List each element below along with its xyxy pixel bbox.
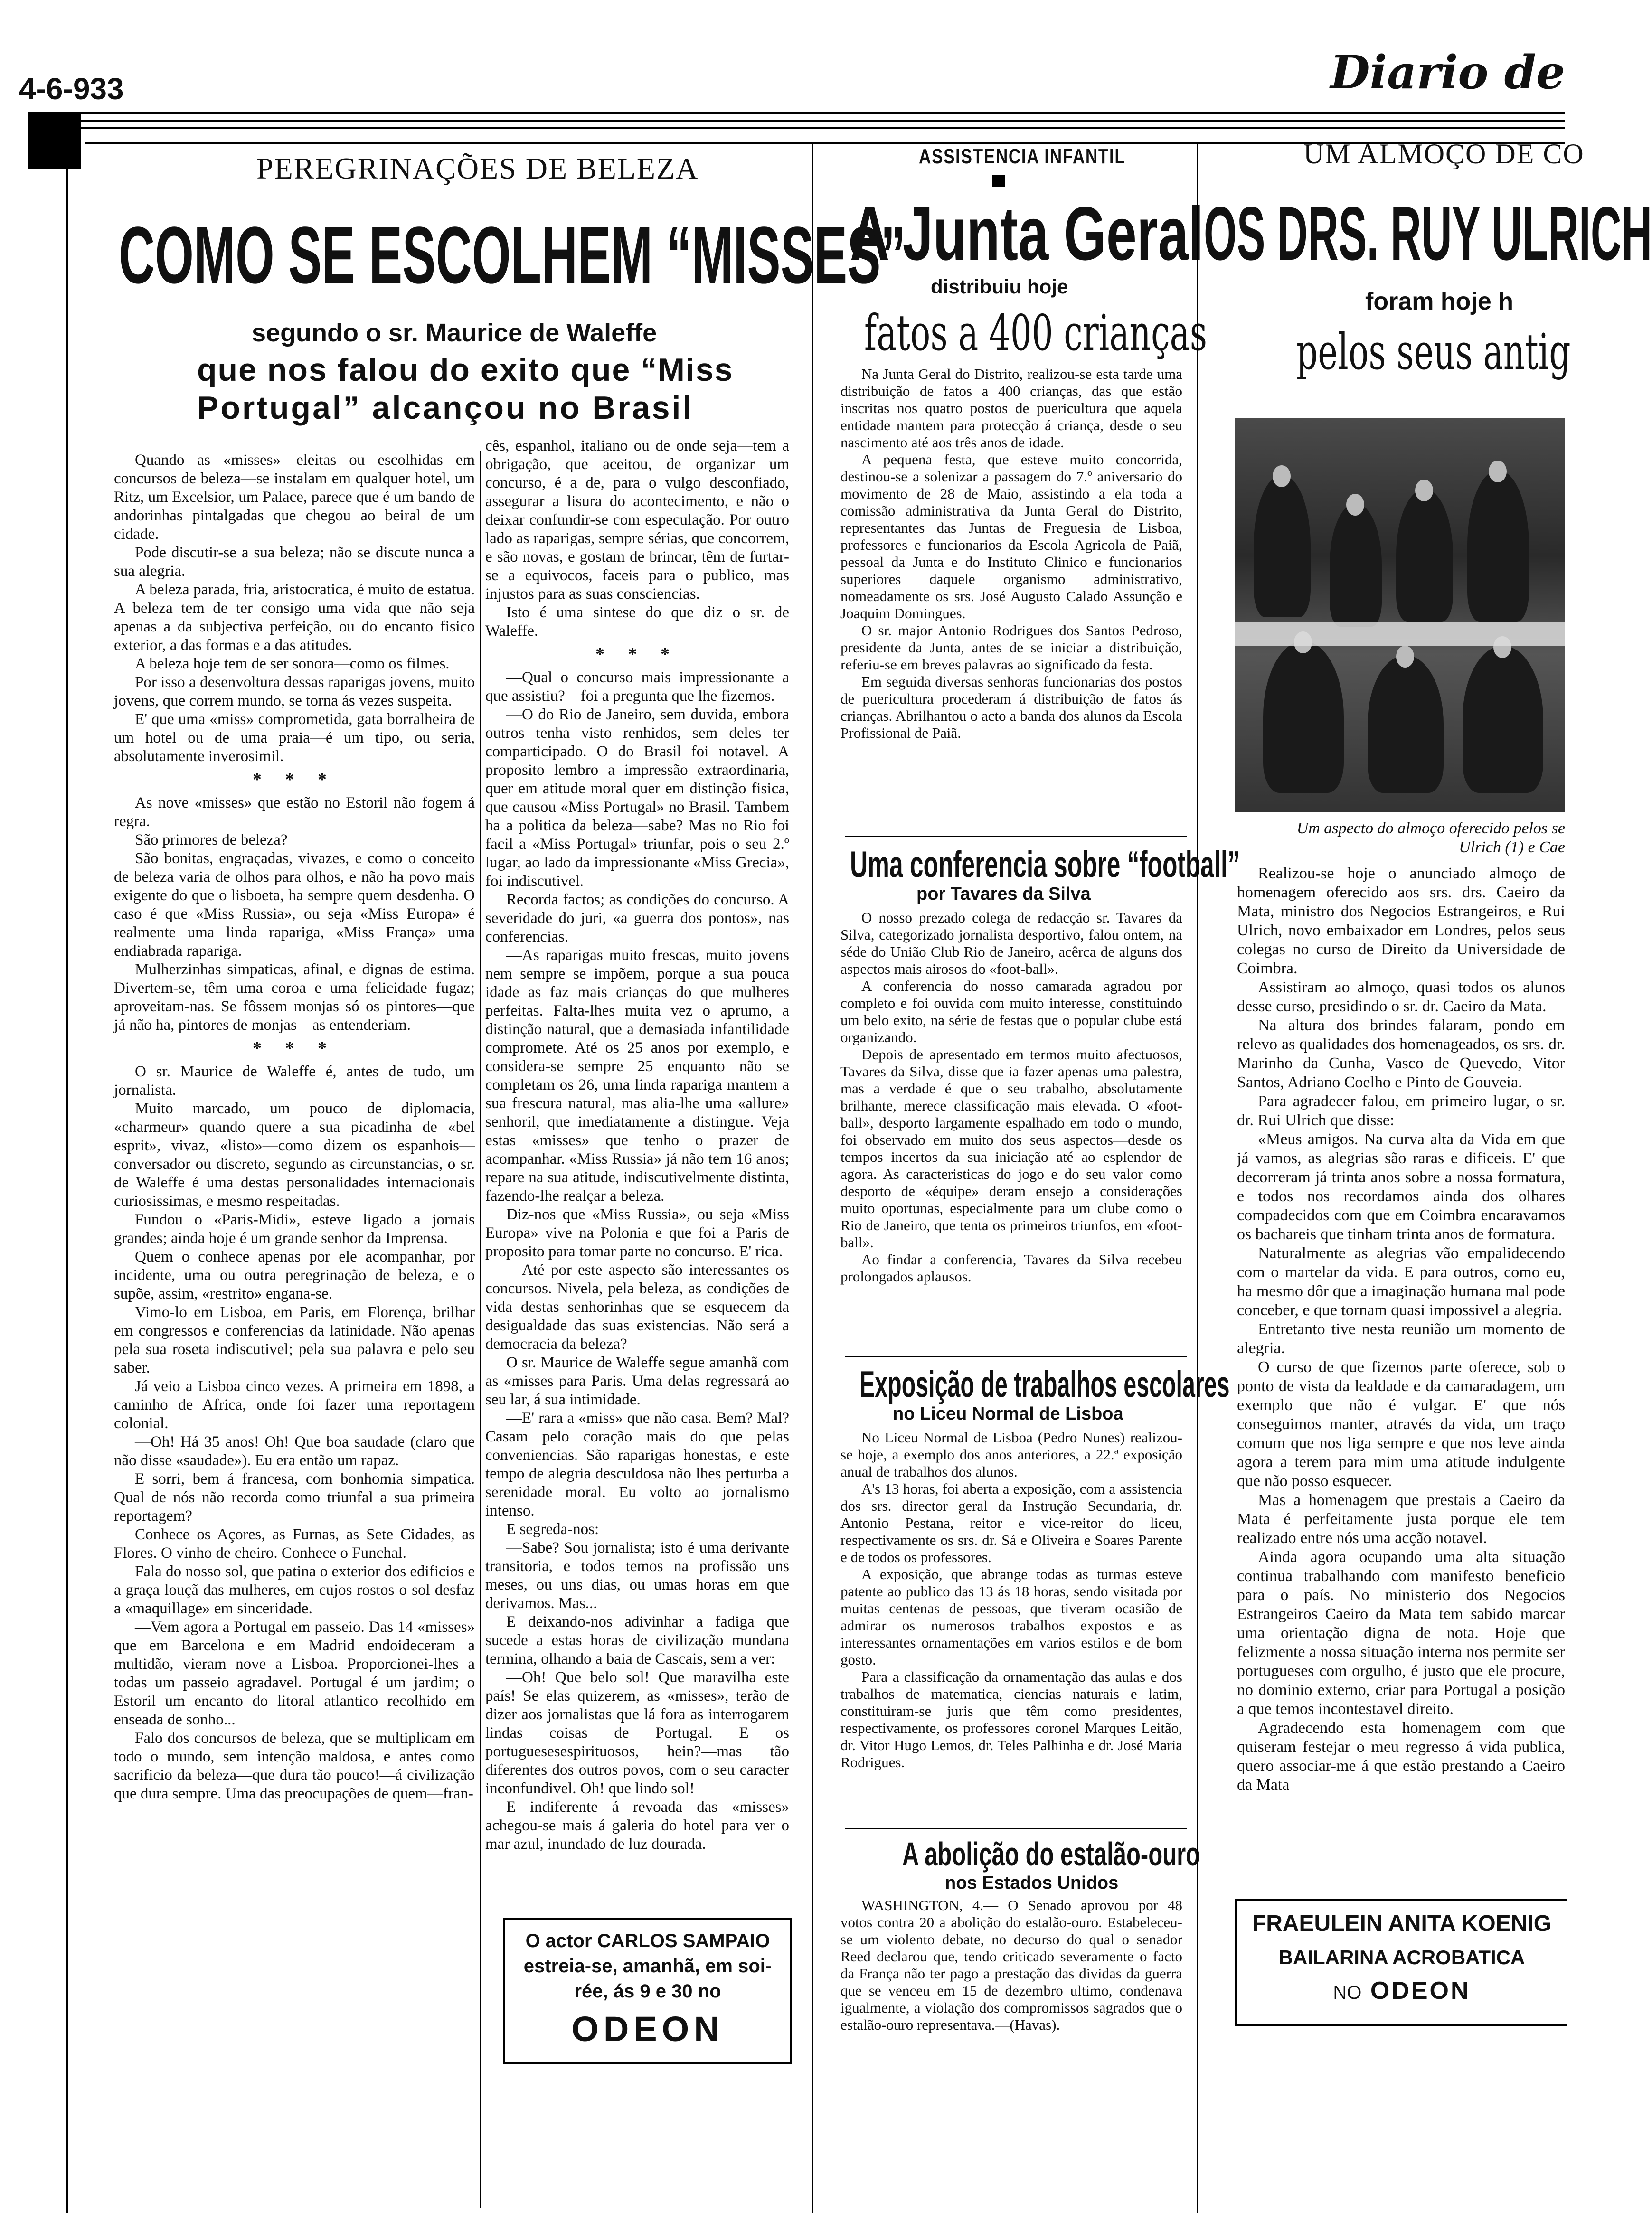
article1-col1-paragraph: São primores de beleza? — [135, 831, 288, 848]
article1-col1-paragraph: —Oh! Há 35 anos! Oh! Que boa saudade (claro que não disse «saudade»). Eu era então um rapaz. — [114, 1433, 475, 1469]
article2-sub1: distribuiu hoje — [931, 275, 1068, 298]
article1-headline: COMO SE ESCOLHEM “MISSES” — [119, 210, 906, 301]
article6-paragraph: Realizou-se hoje o anunciado almoço de homenagem oferecido aos srs. drs. Caeiro da Mata, ministro dos Negocios Estrangeiros, e Rui Ulrich, novo embaixador em Londres, pelos seus colegas no curso de Direito da Universidade de Coimbra. — [1237, 865, 1565, 977]
ad-koenig-line3: NO — [1333, 1982, 1362, 2003]
article2-paragraph: A pequena festa, que esteve muito concorrida, destinou-se a solenizar a passagem do 7.º aniversario do movimento de 28 de Maio, assistindo a ela toda a comissão administrativa da Junta Geral do Distrito, representantes das Juntas de Freguesia de Lisboa, professores e funcionarios da Escola Agricola de Paiã, pessoal da Junta e do Instituto Clinico e funcionarios superiores daquele organismo administrativo, nomeadamente os srs. José Augusto Calado Assunção e Joaquim Domingues. — [840, 451, 1182, 621]
article-separator — [845, 1828, 1187, 1829]
article2-sub2: fatos a 400 crianças — [864, 304, 1208, 362]
article1-subhead-line1: que nos falou do exito que “Miss — [197, 352, 734, 388]
article1-col2-paragraph: cês, espanhol, italiano ou de onde seja—tem a obrigação, que aceitou, de organizar um concurso, é a de, para o vulgo desconfiado, assegurar a lisura do acontecimento, e não o deixar confundir-se com especulação. Por outro lado as raparigas, sempre sérias, que concorrem, e são novas, e gostam de brincar, têm de furtar-se a equivocos, faceis para o publico, mas injustos para as suas consciencias. — [485, 437, 789, 603]
article4-body — [840, 1429, 1182, 1771]
article6-sub1: foram hoje h — [1365, 288, 1514, 315]
ad-sampaio-line2: estreia-se, amanhã, em soi- — [523, 1956, 772, 1977]
article6-paragraph: Agradecendo esta homenagem com que quiseram festejar o meu regresso á vida publica, quero associar-me á que estão prestando a Caeiro da Mata — [1237, 1719, 1565, 1794]
article1-col1-paragraph: Mulherzinhas simpaticas, afinal, e dignas de estima. Divertem-se, têm uma coroa e uma felicidade fugaz; aproveitam-nas. Se fôssem monjas só os pintores—que já não ha, pintores de monjas—as entenderiam. — [114, 961, 475, 1034]
article4-paragraph: Para a classificação da ornamentação das aulas e dos trabalhos de matematica, ciencias naturais e latim, constituiram-se juris que têm como presidentes, respectivamente, os professores coronel Marques Leitão, dr. Vitor Hugo Lemos, dr. Teles Palhinha e dr. José Maria Rodrigues. — [840, 1668, 1182, 1770]
article-separator — [845, 1356, 1187, 1357]
article5-headline: A abolição do estalão-ouro — [902, 1836, 1200, 1873]
article1-col1-paragraph: —Vem agora a Portugal em passeio. Das 14 «misses» que em Barcelona e em Madrid endoideceram a multidão, vieram nove a Lisboa. Proporcionei-lhes a todas um passeio agradavel. Portugal é um jardim; o Estoril um encanto do litoral atlantico recolhido em enseada de sonho... — [114, 1619, 475, 1728]
article5-sub: nos Estados Unidos — [945, 1873, 1119, 1893]
photo-caption-line2: Ulrich (1) e Cae — [1459, 838, 1565, 856]
article1-col1-paragraph: Fundou o «Paris-Midi», esteve ligado a jornais grandes; ainda hoje é um grande senhor da Imprensa. — [114, 1211, 475, 1247]
article4-headline: Exposição de trabalhos escolares — [859, 1363, 1230, 1405]
article2-headline: A Junta Geral — [850, 191, 1204, 276]
article1-col1-paragraph: A beleza parada, fria, aristocratica, é muito de estatua. A beleza tem de ter consigo uma vida que não seja apenas a da subjectiva perfeição, ou do encanto fisico exterior, a das formas e a das atitudes. — [114, 581, 475, 654]
article1-col2-paragraph: —Oh! Que belo sol! Que maravilha este país! Se elas quizerem, as «misses», terão de dizer aos jornalistas que lá fora as interrogarem lindas coisas de Portugal. E os portuguesesespirituosos, hein?—mas tão diferentes dos outros povos, com o seu caracter inconfundivel. Oh! que lindo sol! — [485, 1669, 789, 1797]
article2-paragraph: O sr. major Antonio Rodrigues dos Santos Pedroso, presidente da Junta, antes de se iniciar a distribuição, referiu-se em breves palavras ao significado da festa. — [840, 622, 1182, 673]
article1-col1-paragraph: A beleza hoje tem de ser sonora—como os filmes. — [135, 655, 450, 672]
article1-col1-paragraph: Quem o conhece apenas por ele acompanhar, por incidente, uma ou outra peregrinação de beleza, e o supõe, assim, «restrito» engana-se. — [114, 1248, 475, 1302]
article1-kicker: PEREGRINAÇÕES DE BELEZA — [256, 151, 699, 185]
article4-paragraph: A exposição, que abrange todas as turmas esteve patente ao publico das 13 ás 18 horas, sendo visitada por muitas centenas de pessoas, que tiveram ocasião de admirar os numerosos trabalhos expostos e as interessantes ornamentações em varios estilos e de bom gosto. — [840, 1566, 1182, 1668]
article1-col2-paragraph: —Qual o concurso mais impressionante a que assistiu?—foi a pregunta que lhe fizemos. — [485, 669, 789, 705]
section-break-stars: * * * — [253, 1038, 336, 1058]
photo-figure — [1254, 475, 1311, 617]
article1-col1-paragraph: O sr. Maurice de Waleffe é, antes de tudo, um jornalista. — [114, 1063, 475, 1099]
newspaper-masthead: Diario de — [1330, 46, 1565, 99]
article1-col1-paragraph: Quando as «misses»—eleitas ou escolhidas em concursos de beleza—se instalam em qualquer hotel, um Ritz, um Excelsior, um Palace, parece que é um bando de andorinhas pintalgadas que chegou ao beiral de um cidade. — [114, 452, 475, 543]
column-divider — [1197, 142, 1198, 2213]
photo-figure — [1263, 641, 1344, 793]
article6-sub2: pelos seus antig — [1296, 323, 1571, 381]
article1-col2-paragraph: E indiferente á revoada das «misses» achegou-se mais á galeria do hotel para ver o mar azul, inundado de luz dourada. — [485, 1798, 789, 1853]
article1-col1-paragraph: E' que uma «miss» comprometida, gata borralheira de um hotel ou de uma praia—é um tipo, ou seria, absolutamente inverosimil. — [114, 711, 475, 765]
article1-col1-paragraph: Por isso a desenvoltura dessas raparigas jovens, muito jovens, que correm mundo, se torna ás vezes suspeita. — [114, 674, 475, 709]
article2-body — [840, 366, 1182, 742]
header-rule-mid — [57, 120, 1565, 122]
photo-caption-line1: Um aspecto do almoço oferecido pelos se — [1296, 819, 1565, 837]
luncheon-photo — [1235, 418, 1565, 812]
header-rule-bottom — [57, 127, 1565, 129]
article6-paragraph: Entretanto tive nesta reunião um momento de alegria. — [1237, 1320, 1565, 1357]
article3-headline: Uma conferencia sobre “football” — [850, 843, 1240, 885]
article6-paragraph: Mas a homenagem que prestais a Caeiro da Mata é perfeitamente justa porque ele tem realizado entre nós uma acção notavel. — [1237, 1491, 1565, 1547]
ad-sampaio-line1: O actor CARLOS SAMPAIO — [525, 1930, 770, 1951]
article6-paragraph: Naturalmente as alegrias vão empalidecendo com o martelar da vida. E para outros, como eu, ha mesmo dôr que a imaginação humana mal pode conceber, e que tornam quasi impossivel a alegria. — [1237, 1244, 1565, 1319]
article4-paragraph: A's 13 horas, foi aberta a exposição, com a assistencia dos srs. director geral da Instrução Secundaria, dr. Antonio Pestana, reitor e vice-reitor do liceu, respectivamente os srs. dr. Sá e Oliveira e Soares Parente e de todos os professores. — [840, 1480, 1182, 1565]
article6-paragraph: Ainda agora ocupando uma alta situação continua trabalhando com manifesto beneficio para o país. No ministerio dos Negocios Estrangeiros Caeiro da Mata tem sabido marcar uma orientação digna de nota. Hoje que felizmente a nossa situação interna nos permite ser portugueses com orgulho, é justo que ele procure, no dominio externo, criar para Portugal a posição a que temos incontestavel direito. — [1237, 1548, 1565, 1718]
article1-col1-paragraph: As nove «misses» que estão no Estoril não fogem á regra. — [114, 794, 475, 830]
article3-paragraph: Depois de apresentado em termos muito afectuosos, Tavares da Silva, disse que ia fazer apenas uma palestra, mas a verdade é que o seu trabalho, absolutamente brilhante, merece classificação mais elevada. O «foot-ball», desporto largamente espalhado em todo o mundo, foi observado em muito dos seus aspectos—desde os tempos incertos da sua iniciação até ao esplendor de agora. As caracteristicas do jogo e do seu valor como desporto de «équipe» deram ensejo a considerações muito oportunas, especialmente para um clube como o Rio de Janeiro, que tenta os primeiros triunfos, em «foot-ball». — [840, 1046, 1182, 1251]
photo-face — [1489, 461, 1507, 482]
article1-col1-paragraph: Conhece os Açores, as Furnas, as Sete Cidades, as Flores. O vinho de cheiro. Conhece o Funchal. — [114, 1526, 475, 1562]
article1-col2-paragraph: —E' rara a «miss» que não casa. Bem? Mal? Casam pelo coração mais do que pelas conveniencias. São raparigas honestas, e este tempo de alegria desculdosa não lhes perturba a serenidade moral. Eu volto ao jornalismo intenso. — [485, 1410, 789, 1519]
article6-headline: OS DRS. RUY ULRICH — [1204, 191, 1652, 276]
photo-face — [1273, 465, 1291, 487]
photo-table — [1235, 622, 1565, 646]
article1-col2-paragraph: E deixando-nos adivinhar a fadiga que sucede a estas horas de civilização mundana termina, olhando a baia de Cascais, sem a ver: — [485, 1613, 789, 1667]
article1-col1-paragraph: São bonitas, engraçadas, vivazes, e como o conceito de beleza varia de olhos para olhos, e não ha povo mais exigente do que o lisboeta, ha sempre quem desdenha. O caso é que «Miss Russia», ou seja «Miss Europa» é realmente uma linda rapariga, «Miss França» uma endiabrada rapariga. — [114, 850, 475, 960]
column-divider — [812, 142, 813, 2213]
article1-col1-paragraph: Vimo-lo em Lisboa, em Paris, em Florença, brilhar em congressos e conferencias da latinidade. Não apenas pela sua roseta indiscutivel; pela sua palavra e pelo seu saber. — [114, 1304, 475, 1376]
article1-column-2 — [485, 437, 789, 1854]
left-margin-rule — [66, 142, 68, 2213]
article5-paragraph: WASHINGTON, 4.— O Senado aprovou por 48 votos contra 20 a abolição do estalão-ouro. Estabeleceu-se um violento debate, no decurso do qual o senador Reed declarou que, tendo criticado severamente o facto da França não ter pago a prestação das dividas da guerra que se venceu em 15 de dezembro ultimo, condenava igualmente, a violação dos compromissos sagrados que o estalão-ouro representava.—(Havas). — [840, 1897, 1182, 2033]
photo-figure — [1396, 489, 1453, 622]
ad-koenig-line2: BAILARINA ACROBATICA — [1278, 1946, 1525, 1968]
article1-column-1 — [114, 451, 475, 1803]
article1-col2-paragraph: —Até por este aspecto são interessantes os concursos. Nivela, pela beleza, as condições de vida destas senhorinhas que se esquecem da desigualdade das suas existencias. Não será a democracia da beleza? — [485, 1262, 789, 1353]
article1-col1-paragraph: Fala do nosso sol, que patina o exterior dos edificios e a graça louçã das mulheres, em cujos rostos o sol desfaz a «maquillage» em sinceridade. — [114, 1563, 475, 1617]
article-separator — [845, 836, 1187, 837]
article6-paragraph: Para agradecer falou, em primeiro lugar, o sr. dr. Rui Ulrich que disse: — [1237, 1092, 1565, 1129]
article4-sub: no Liceu Normal de Lisboa — [893, 1404, 1123, 1424]
article4-paragraph: No Liceu Normal de Lisboa (Pedro Nunes) realizou-se hoje, a exemplo dos anos anteriores, a 22.ª exposição anual de trabalhos dos alunos. — [840, 1429, 1182, 1480]
page-date: 4-6-933 — [19, 72, 124, 106]
photo-face — [1415, 480, 1433, 501]
article3-body — [840, 909, 1182, 1285]
article1-col2-paragraph: Diz-nos que «Miss Russia», ou seja «Miss Europa» vive na Polonia e que foi a Paris de proposito para tomar parte no concurso. E' rica. — [485, 1206, 789, 1260]
article1-col2-paragraph: Isto é uma sintese do que diz o sr. de Waleffe. — [485, 604, 789, 640]
article1-subhead-author: segundo o sr. Maurice de Waleffe — [252, 319, 657, 347]
article1-col2-paragraph: E segreda-nos: — [506, 1521, 599, 1538]
photo-figure — [1467, 470, 1529, 622]
photo-figure — [1463, 646, 1543, 793]
article5-body — [840, 1897, 1182, 2034]
article1-col1-paragraph: Pode discutir-se a sua beleza; não se discute nunca a sua alegria. — [114, 544, 475, 580]
header-rule-top — [57, 112, 1565, 114]
article1-col2-paragraph: O sr. Maurice de Waleffe segue amanhã com as «misses para Paris. Uma delas regressará ao seu lar, á sua intimidade. — [485, 1354, 789, 1408]
article2-paragraph: Em seguida diversas senhoras funcionarias dos postos de puericultura procederam á distribuição de fatos ás crianças. Abrilhantou o acto a banda dos alunos da Escola Profissional de Paiã. — [840, 673, 1182, 741]
column-divider — [480, 451, 481, 2208]
article6-paragraph: «Meus amigos. Na curva alta da Vida em que já vamos, as alegrias são raras e dificeis. E' que decorreram já trinta anos sobre a nossa formatura, e todos nos recordamos ainda dos olhares compadecidos com que em Coimbra encaravamos os bachareis que tinham trinta anos de formatura. — [1237, 1130, 1565, 1243]
photo-figure — [1368, 655, 1444, 793]
article3-sub: por Tavares da Silva — [916, 884, 1091, 904]
article6-body — [1237, 864, 1565, 1795]
ad-sampaio-venue: ODEON — [571, 2009, 724, 2049]
article1-col1-paragraph: Já veio a Lisboa cinco vezes. A primeira em 1898, a caminho de Africa, onde foi fazer uma reportagem colonial. — [114, 1378, 475, 1432]
ad-sampaio-line3: rée, ás 9 e 30 no — [574, 1981, 721, 2002]
article1-col2-paragraph: —Sabe? Sou jornalista; isto é uma derivante transitoria, e todos temos na profissão uns meses, ou uns dias, ou umas horas em que derivamos. Mas... — [485, 1539, 789, 1612]
article1-subhead-line2: Portugal” alcançou no Brasil — [197, 390, 694, 426]
article6-paragraph: Assistiram ao almoço, quasi todos os alunos desse curso, presidindo o sr. dr. Caeiro da Mata. — [1237, 979, 1565, 1015]
photo-face — [1396, 646, 1414, 668]
article6-paragraph: O curso de que fizemos parte oferece, sob o ponto de vista da lealdade e da camaradagem, um exemplo que não é vulgar. E' que nós conseguimos manter, através da vida, um traço comum que nos liga sempre e que nos leve ainda agora a terem para mim uma atitude indulgente que não posso esquecer. — [1237, 1358, 1565, 1490]
article2-kicker: ASSISTENCIA INFANTIL — [919, 145, 1126, 168]
article1-col2-paragraph: Recorda factos; as condições do concurso. A severidade do juri, «a guerra dos pontos», nas conferencias. — [485, 891, 789, 945]
article1-col1-paragraph: Muito marcado, um pouco de diplomacia, «charmeur» quando quere a sua picadinha de «bel esprit», vivaz, «listo»—como dizem os espanhois—conversador ou discreto, segundo as circunstancias, o sr. de Waleffe é uma destas personalidades internacionais curiosissimas, e mesmo respeitadas. — [114, 1100, 475, 1210]
article1-col1-paragraph: E sorri, bem á francesa, com bonhomia simpatica. Qual de nós não recorda como triunfal a sua primeira reportagem? — [114, 1470, 475, 1525]
photo-figure — [1330, 503, 1382, 627]
photo-caption — [1225, 819, 1565, 857]
article3-paragraph: Ao findar a conferencia, Tavares da Silva recebeu prolongados aplausos. — [840, 1251, 1182, 1285]
ad-koenig-venue: ODEON — [1370, 1977, 1471, 2005]
corner-black-block — [28, 112, 81, 169]
section-break-stars: * * * — [253, 770, 336, 790]
article1-col1-paragraph: Falo dos concursos de beleza, que se multiplicam em todo o mundo, sem intenção maldosa, e antes como sacrificio da beleza—que dura tão pouco!—á civilização que dura sempre. Uma das preocupações de quem—fran- — [114, 1730, 475, 1802]
section-break-stars: * * * — [595, 644, 679, 664]
kicker-square-marker — [992, 175, 1005, 187]
article3-paragraph: O nosso prezado colega de redacção sr. Tavares da Silva, categorizado jornalista desportivo, falou ontem, na séde do União Club Rio de Janeiro, acêrca de alguns dos aspectos mais airosos do «foot-ball». — [840, 909, 1182, 977]
article3-paragraph: A conferencia do nosso camarada agradou por completo e foi ouvida com muito interesse, constituindo um belo exito, na série de festas que o popular clube está organizando. — [840, 978, 1182, 1045]
article2-paragraph: Na Junta Geral do Distrito, realizou-se esta tarde uma distribuição de fatos a 400 crianças, das que estão inscritas nos quatro postos de puericultura que aquela entidade mantem para protecção á criança, desde o seu nascimento até aos três anos de idade. — [840, 366, 1182, 451]
photo-face — [1346, 494, 1364, 516]
ad-anita-koenig — [1235, 1899, 1567, 2026]
article6-paragraph: Na altura dos brindes falaram, pondo em relevo as qualidades dos homenageados, os srs. dr. Marinho da Cunha, Vasco de Quevedo, Vitor Santos, Adriano Coelho e Pinto de Gouveia. — [1237, 1017, 1565, 1091]
article6-kicker: UM ALMOÇO DE CO — [1303, 138, 1585, 169]
article1-col2-paragraph: —O do Rio de Janeiro, sem duvida, embora outros tenha visto renhidos, sem deles ter comparticipado. O do Brasil foi notavel. A proposito lembro a impressão extraordinaria, quer em atitude moral quer em distinção fisica, que causou «Miss Portugal» no Brasil. Tambem ha a politica da beleza—sabe? Mas no Rio foi facil a «Miss Portugal» triunfar, pois o seu 2.º lugar, ao lado da impressionante «Miss Grecia», foi indiscutivel. — [485, 706, 789, 890]
ad-carlos-sampaio — [503, 1918, 792, 2064]
ad-koenig-line1: FRAEULEIN ANITA KOENIG — [1252, 1911, 1552, 1936]
article1-col2-paragraph: —As raparigas muito frescas, muito jovens nem sempre se impõem, porque a sua pouca idade as faz mais crianças do que mulheres perfeitas. Falta-lhes muita vez o aprumo, a distinção natural, que a demasiada infantilidade compromete. Até os 25 anos por exemplo, e considera-se sempre 25 enquanto não se completam os 26, uma linda rapariga mantem a sua frescura natural, mas alia-lhe uma «allure» senhoril, que imediatamente a distingue. Veja estas «misses» que tenho o prazer de acompanhar. «Miss Russia» já não tem 16 anos; repare na sua atitude, indiscutivelmente distinta, fazendo-lhe realçar a beleza. — [485, 947, 789, 1205]
